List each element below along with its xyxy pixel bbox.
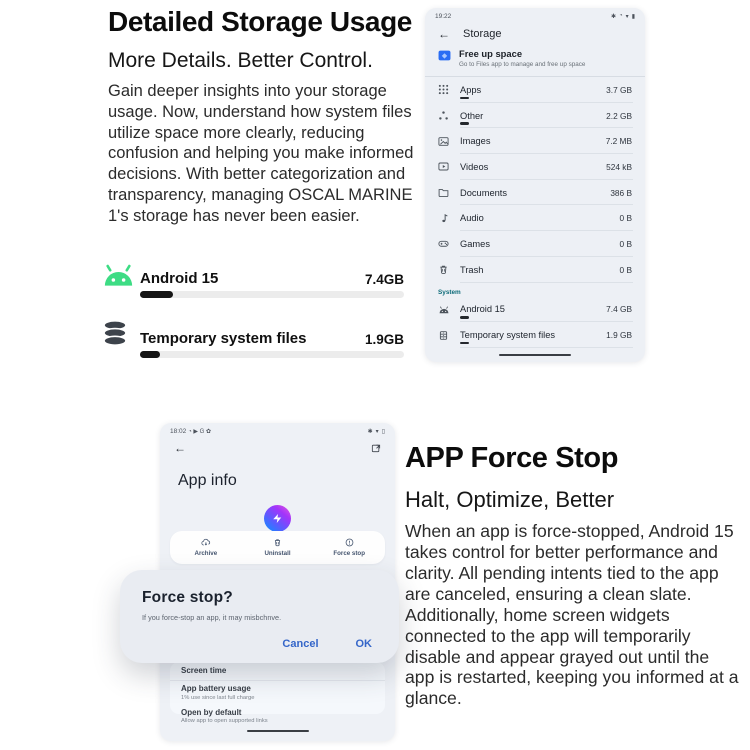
usage-dash: [460, 122, 469, 125]
other-icon: [438, 110, 450, 121]
storage-row-documents[interactable]: Documents 386 B: [438, 180, 632, 206]
status-time: 19:22: [435, 13, 452, 20]
progress-track: [140, 351, 404, 358]
usage-dash: [460, 316, 469, 319]
highlight-value: 7.4GB: [364, 272, 404, 287]
notification-icons: ◔ ▶ G ✿: [188, 429, 212, 435]
app-battery-usage-row[interactable]: App battery usage 1% use since last full charge: [181, 684, 255, 701]
open-by-default-row[interactable]: Open by default Allow app to open supported links: [181, 707, 268, 724]
storage-subtitle: More Details. Better Control.: [108, 49, 373, 72]
ok-button[interactable]: OK: [355, 638, 372, 650]
status-bar: [160, 423, 395, 435]
progress-track: [140, 291, 404, 298]
storage-row-images[interactable]: Images 7.2 MB: [438, 128, 632, 154]
storage-row-temp-system-files[interactable]: Temporary system files 1.9 GB: [438, 322, 632, 348]
alarm-icon: ◔: [619, 13, 623, 19]
status-time: 18:02: [170, 428, 187, 435]
storage-row-android-15[interactable]: Android 15 7.4 GB: [438, 297, 632, 323]
storage-settings-screenshot: [425, 8, 645, 362]
videos-icon: [438, 161, 450, 172]
storage-row-apps[interactable]: Apps 3.7 GB: [438, 77, 632, 103]
force-stop-body: When an app is force-stopped, Android 15 takes control for better performance and clarity. All pending intents tied to the app are canceled, ensuring a clean slate. Additionally, home screen widgets connected to the app will temporarily disable and appear grayed out until the app is restarted, keeping you informed at a glance.: [405, 521, 739, 709]
audio-icon: [438, 213, 450, 224]
storage-row-videos[interactable]: Videos 524 kB: [438, 154, 632, 180]
system-section-label: System: [438, 288, 461, 296]
storage-body: Gain deeper insights into your storage usage. Now, understand how system files utilize space more clearly, reducing confusion and helping you make informed decisions. With better categorization and transparency, managing OSCAL MARINE 1's storage has never been easier.: [108, 82, 414, 225]
force-stop-icon: [345, 538, 354, 547]
battery-icon: ▯: [381, 429, 385, 435]
dialog-message: If you force-stop an app, it may misbchnve.: [142, 613, 282, 622]
status-bar: [425, 8, 645, 20]
back-arrow-icon[interactable]: ←: [438, 27, 450, 41]
highlight-label: Temporary system files: [140, 330, 307, 347]
storage-row-other[interactable]: Other 2.2 GB: [438, 103, 632, 129]
messenger-app-icon: [264, 505, 291, 532]
back-arrow-icon[interactable]: ←: [174, 441, 186, 455]
gesture-bar[interactable]: [499, 354, 571, 357]
usage-dash: [460, 97, 469, 100]
app-info-title: App info: [178, 472, 237, 489]
bluetooth-icon: ✱: [367, 429, 373, 435]
free-up-subtitle: Go to Files app to manage and free up space: [459, 61, 586, 68]
storage-row-games[interactable]: Games 0 B: [438, 231, 632, 257]
progress-fill: [140, 291, 173, 298]
force-stop-subtitle: Halt, Optimize, Better: [405, 487, 615, 512]
force-stop-title: APP Force Stop: [405, 442, 619, 474]
force-stop-copy-block: [405, 442, 739, 709]
files-app-icon: [438, 49, 451, 62]
games-icon: [438, 238, 450, 249]
storage-row-audio[interactable]: Audio 0 B: [438, 205, 632, 231]
uninstall-trash-icon: [273, 538, 282, 547]
free-up-space-row[interactable]: [425, 44, 645, 77]
bluetooth-icon: ✱: [611, 14, 617, 20]
app-settings-list: [170, 662, 385, 724]
android-robot-icon: [438, 305, 450, 314]
open-in-new-icon[interactable]: [371, 443, 381, 453]
archive-button[interactable]: Archive: [170, 531, 242, 564]
documents-icon: [438, 187, 450, 198]
free-up-title: Free up space: [459, 48, 523, 59]
gesture-bar[interactable]: [247, 730, 309, 732]
images-icon: [438, 136, 450, 147]
wifi-icon: ▾: [375, 429, 379, 435]
screen-time-row[interactable]: Screen time: [170, 662, 385, 681]
battery-icon: ▮: [631, 14, 635, 20]
progress-fill: [140, 351, 160, 358]
force-stop-dialog: [120, 570, 399, 663]
dialog-title: Force stop?: [142, 589, 233, 606]
storage-title: Detailed Storage Usage: [108, 6, 412, 37]
trash-icon: [438, 264, 450, 275]
highlight-temp-files: [100, 319, 404, 358]
database-icon: [100, 319, 140, 347]
app-actions-card: [170, 531, 385, 564]
cancel-button[interactable]: Cancel: [282, 638, 319, 650]
android-robot-icon: [100, 261, 140, 287]
storage-copy-block: [108, 6, 426, 226]
highlight-value: 1.9GB: [364, 332, 404, 347]
storage-row-trash[interactable]: Trash 0 B: [438, 257, 632, 283]
system-files-icon: [438, 330, 450, 341]
uninstall-button[interactable]: Uninstall: [242, 531, 314, 564]
screen-title: Storage: [463, 28, 502, 40]
archive-cloud-icon: [201, 538, 211, 547]
usage-dash: [460, 342, 469, 345]
apps-grid-icon: [438, 84, 450, 95]
highlight-label: Android 15: [140, 270, 219, 287]
highlight-android-15: [100, 261, 404, 298]
force-stop-button[interactable]: Force stop: [313, 531, 385, 564]
wifi-icon: ▾: [625, 14, 629, 20]
